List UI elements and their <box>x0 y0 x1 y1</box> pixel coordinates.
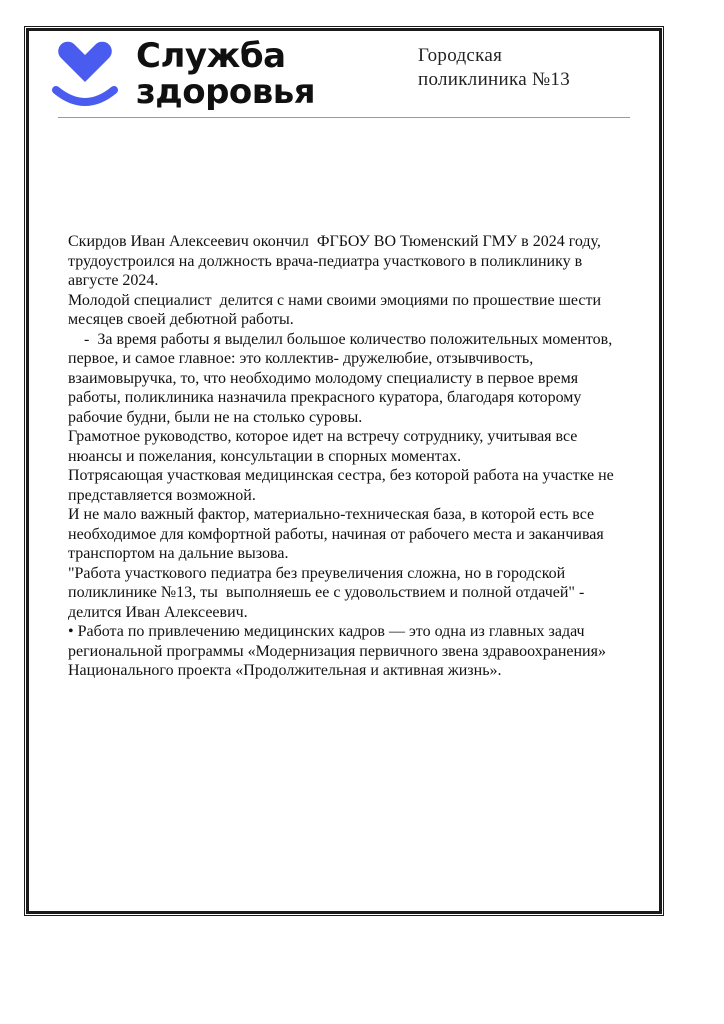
article-paragraph: "Работа участкового педиатра без преувеличения сложна, но в городской поликлинике №13, ты выполняешь ее с удовольствием и полной отдачей" - делится Иван Алексеевич. <box>68 564 589 621</box>
article-paragraph: Грамотное руководство, которое идет на встречу сотруднику, учитывая все нюансы и пожелания, консультации в спорных моментах. <box>68 428 582 465</box>
article-paragraph: Скирдов Иван Алексеевич окончил ФГБОУ ВО Тюменский ГМУ в 2024 году, трудоустроился на должность врача-педиатра участкового в поликлинику в августе 2024. <box>68 233 605 289</box>
logo-line-1: Служба <box>136 36 286 76</box>
service-logo <box>50 38 340 114</box>
article-paragraph: Молодой специалист делится с нами своими эмоциями по прошествие шести месяцев своей дебютной работы. <box>68 291 606 328</box>
clinic-name-line-2: поликлиника №13 <box>418 69 571 90</box>
article-paragraph: Потрясающая участковая медицинская сестра, без которой работа на участке не представляется возможной. <box>68 467 618 504</box>
article-paragraph: И не мало важный фактор, материально-техническая база, в которой есть все необходимое для комфортной работы, начиная от рабочего места и заканчивая транспортом на дальние вызова. <box>68 506 608 562</box>
logo-wordmark <box>136 38 315 110</box>
article-paragraph: - За время работы я выделил большое количество положительных моментов, первое, и самое главное: это коллектив- дружелюбие, отзывчивость, взаимовыручка, то, что необходимо молодому специалисту в первое время работы, поликлиника назначила прекрасного куратора, благодаря которому рабочие будни, были не на столько суровы. <box>68 330 617 426</box>
article-body <box>68 232 628 681</box>
clinic-name-line-1: Городская <box>418 45 503 66</box>
article-paragraph: • Работа по привлечению медицинских кадров — это одна из главных задач региональной программы «Модернизация первичного звена здравоохранения» Национального проекта «Продолжительная и активная жизнь». <box>68 623 610 679</box>
clinic-name <box>418 44 638 92</box>
logo-line-2: здоровья <box>136 72 316 112</box>
heart-smile-icon <box>50 38 120 108</box>
header-divider <box>58 117 630 118</box>
